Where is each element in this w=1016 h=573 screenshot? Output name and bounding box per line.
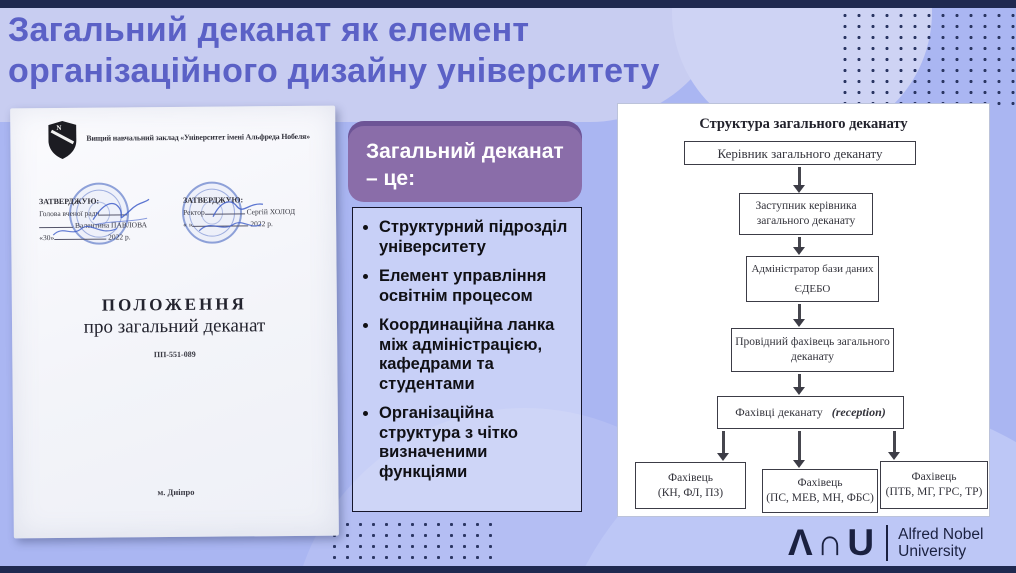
approval-name: Сергій ХОЛОД — [246, 206, 296, 217]
svg-text:N: N — [56, 123, 62, 133]
orgchart-node-label: Фахівець — [797, 477, 843, 489]
approval-role: Голова вченої ради — [39, 208, 100, 219]
definition-item: • Організаційна структура з чітко визначеними функціями — [379, 404, 577, 482]
dot-grid-top-right — [838, 10, 1016, 108]
orgchart-node-specialist-2 — [762, 469, 878, 513]
logo-name — [898, 526, 983, 560]
approval-name: Валентина ПАВЛОВА — [74, 220, 148, 230]
definition-item: • Структурний підрозділ університету — [379, 218, 577, 257]
orgchart-node-db-admin — [746, 256, 879, 302]
document-code: ПП-551-089 — [153, 349, 196, 360]
logo-divider — [886, 525, 888, 561]
approval-date-open: «30» — [39, 233, 55, 243]
down-arrow-icon — [793, 237, 805, 255]
approval-label: ЗАТВЕРДЖУЮ: — [38, 196, 100, 207]
document-title: ПОЛОЖЕННЯ — [101, 294, 247, 315]
document-city: м. Дніпро — [157, 486, 195, 498]
orgchart-node-label: деканату — [790, 351, 835, 363]
orgchart-node-label: (ПТБ, МГ, ГРС, ТР) — [885, 486, 983, 498]
definition-item: • Координаційна ланка між адміністрацією, кафедрами та студентами — [379, 316, 577, 394]
logo-name-line1: Alfred Nobel — [898, 526, 984, 543]
orgchart-node-label: загального деканату — [756, 215, 856, 227]
orgchart-node-specialist-3 — [880, 461, 988, 509]
orgchart-node-label: Адміністратор бази даних — [751, 262, 874, 275]
approval-role: Ректор — [183, 207, 205, 217]
definition-list-box — [352, 207, 582, 512]
approval-label: ЗАТВЕРДЖУЮ: — [182, 195, 244, 205]
down-arrow-icon — [793, 304, 805, 327]
dot-grid-bottom-middle — [328, 519, 493, 569]
orgchart-node-deputy — [739, 193, 873, 235]
document-subtitle: про загальний деканат — [83, 315, 266, 338]
down-arrow-icon — [888, 431, 900, 460]
page-title-line1: Загальний деканат як елемент — [8, 11, 530, 49]
orgchart-node-label: (КН, ФЛ, ПЗ) — [657, 486, 724, 499]
orgchart-node-label: (ПС, МЕВ, МН, ФБС) — [766, 492, 874, 504]
down-arrow-icon — [793, 374, 805, 395]
orgchart-node-reception — [717, 396, 904, 429]
orgchart-node-note: (reception) — [831, 405, 886, 419]
university-logo — [788, 524, 983, 562]
logo-monogram: Λ∩U — [788, 522, 879, 563]
orgchart-node-label: ЄДЕБО — [794, 282, 831, 295]
approval-block-right — [183, 194, 313, 230]
definition-item: • Елемент управління освітнім процесом — [379, 267, 577, 306]
definition-list — [361, 218, 577, 482]
page-title — [8, 10, 768, 92]
approval-date-year: 2022 р. — [250, 219, 273, 229]
orgchart-node-label: Фахівці деканату — [735, 405, 823, 419]
approval-date-year: 2022 р. — [108, 232, 131, 242]
document-institution-name: Вищий навчальний заклад «Університет імені Альфреда Нобеля» — [86, 131, 311, 143]
down-arrow-icon — [793, 167, 805, 193]
logo-name-line2: University — [898, 543, 967, 560]
down-arrow-icon — [793, 431, 805, 468]
orgchart-title: Структура загального деканату — [699, 116, 908, 132]
orgchart-node-label: Заступник керівника — [755, 200, 857, 212]
university-crest-icon — [48, 121, 76, 159]
orgchart-node-label: Провідний фахівець загального — [735, 336, 890, 348]
orgchart-panel — [617, 103, 990, 517]
orgchart-node-head — [684, 141, 916, 165]
bottom-accent-bar — [0, 566, 1016, 573]
orgchart-node-label: Фахівець — [911, 471, 957, 483]
approval-block-left — [39, 195, 169, 243]
definition-heading: Загальний деканат – це: — [348, 126, 582, 202]
orgchart-node-specialist-1 — [635, 462, 746, 509]
orgchart-node-label: Керівник загального деканату — [717, 145, 883, 161]
approval-date-open: « » — [183, 219, 193, 229]
page-title-line2: організаційного дизайну університету — [8, 52, 660, 90]
orgchart-node-label: Фахівець — [667, 471, 713, 484]
down-arrow-icon — [717, 431, 729, 461]
scanned-document — [10, 106, 339, 539]
top-accent-bar — [0, 0, 1016, 8]
orgchart-node-lead-specialist — [731, 328, 894, 372]
